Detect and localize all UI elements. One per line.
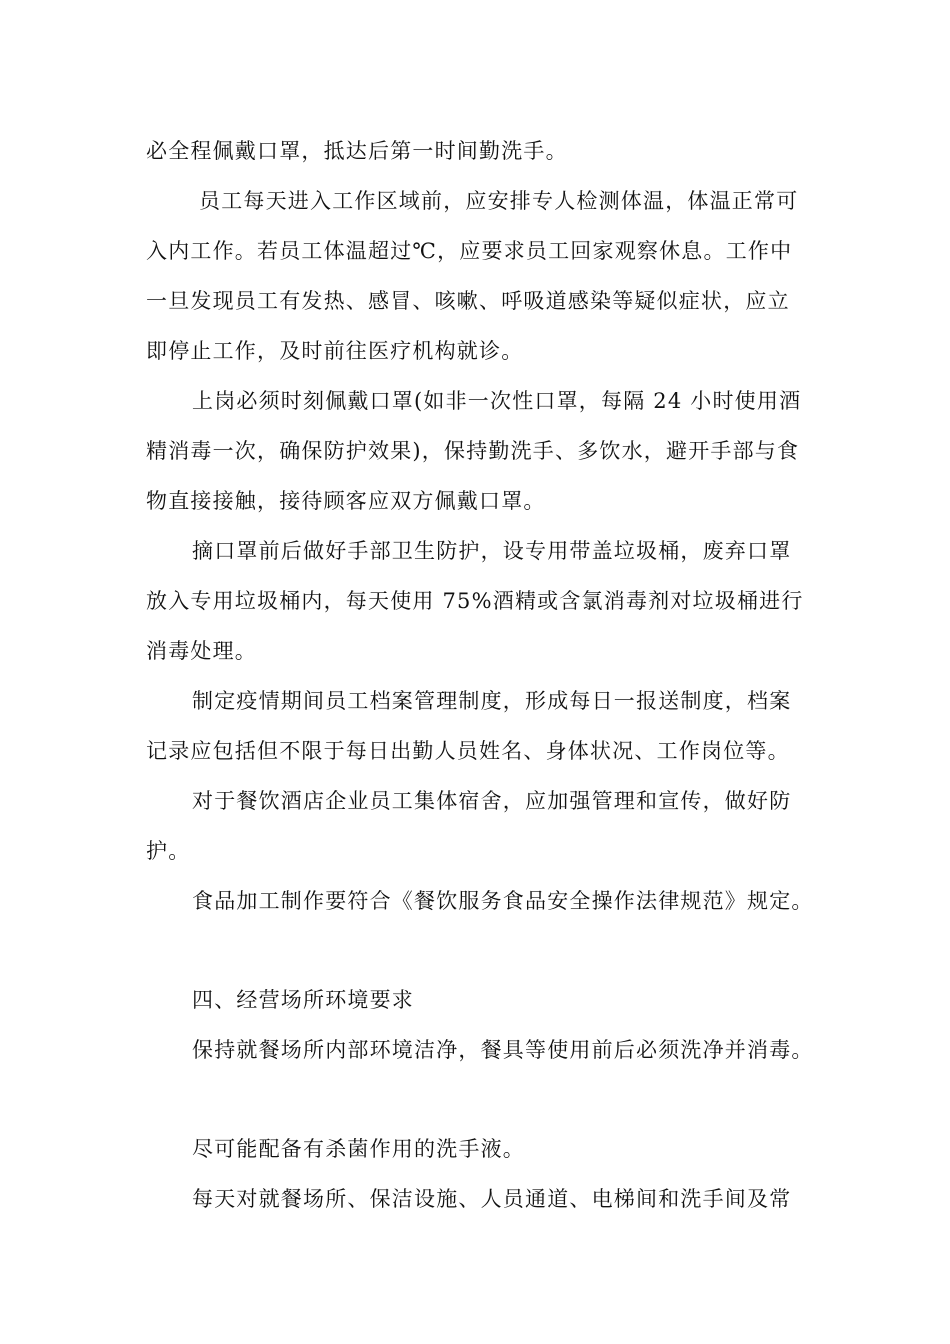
text-line: 必全程佩戴口罩，抵达后第一时间勤洗手。 <box>146 139 568 163</box>
text-line: 放入专用垃圾桶内，每天使用 75%酒精或含氯消毒剂对垃圾桶进行 <box>146 589 804 613</box>
paragraph-start-line: 对于餐饮酒店企业员工集体宿舍，应加强管理和宣传，做好防 <box>192 789 792 813</box>
paragraph-start-line: 制定疫情期间员工档案管理制度，形成每日一报送制度，档案 <box>192 689 792 713</box>
paragraph-start-line: 尽可能配备有杀菌作用的洗手液。 <box>192 1137 525 1161</box>
paragraph-start-line: 员工每天进入工作区域前，应安排专人检测体温，体温正常可 <box>199 189 799 213</box>
paragraph-start-line: 每天对就餐场所、保洁设施、人员通道、电梯间和洗手间及常 <box>192 1187 792 1211</box>
text-line: 即停止工作，及时前往医疗机构就诊。 <box>146 339 524 363</box>
section-heading: 四、经营场所环境要求 <box>192 988 414 1012</box>
text-line: 入内工作。若员工体温超过℃，应要求员工回家观察休息。工作中 <box>146 239 793 263</box>
text-line: 物直接接触，接待顾客应双方佩戴口罩。 <box>146 489 546 513</box>
paragraph-start-line: 摘口罩前后做好手部卫生防护，设专用带盖垃圾桶，废弃口罩 <box>192 539 792 563</box>
text-line: 护。 <box>146 839 191 863</box>
text-line: 一旦发现员工有发热、感冒、咳嗽、呼吸道感染等疑似症状，应立 <box>146 289 790 313</box>
paragraph-start-line: 保持就餐场所内部环境洁净，餐具等使用前后必须洗净并消毒。 <box>192 1038 814 1062</box>
paragraph-start-line: 上岗必须时刻佩戴口罩(如非一次性口罩，每隔 24 小时使用酒 <box>192 389 802 413</box>
text-line: 精消毒一次，确保防护效果)，保持勤洗手、多饮水，避开手部与食 <box>146 439 800 463</box>
text-line: 消毒处理。 <box>146 639 257 663</box>
paragraph-start-line: 食品加工制作要符合《餐饮服务食品安全操作法律规范》规定。 <box>192 889 814 913</box>
text-line: 记录应包括但不限于每日出勤人员姓名、身体状况、工作岗位等。 <box>146 739 790 763</box>
